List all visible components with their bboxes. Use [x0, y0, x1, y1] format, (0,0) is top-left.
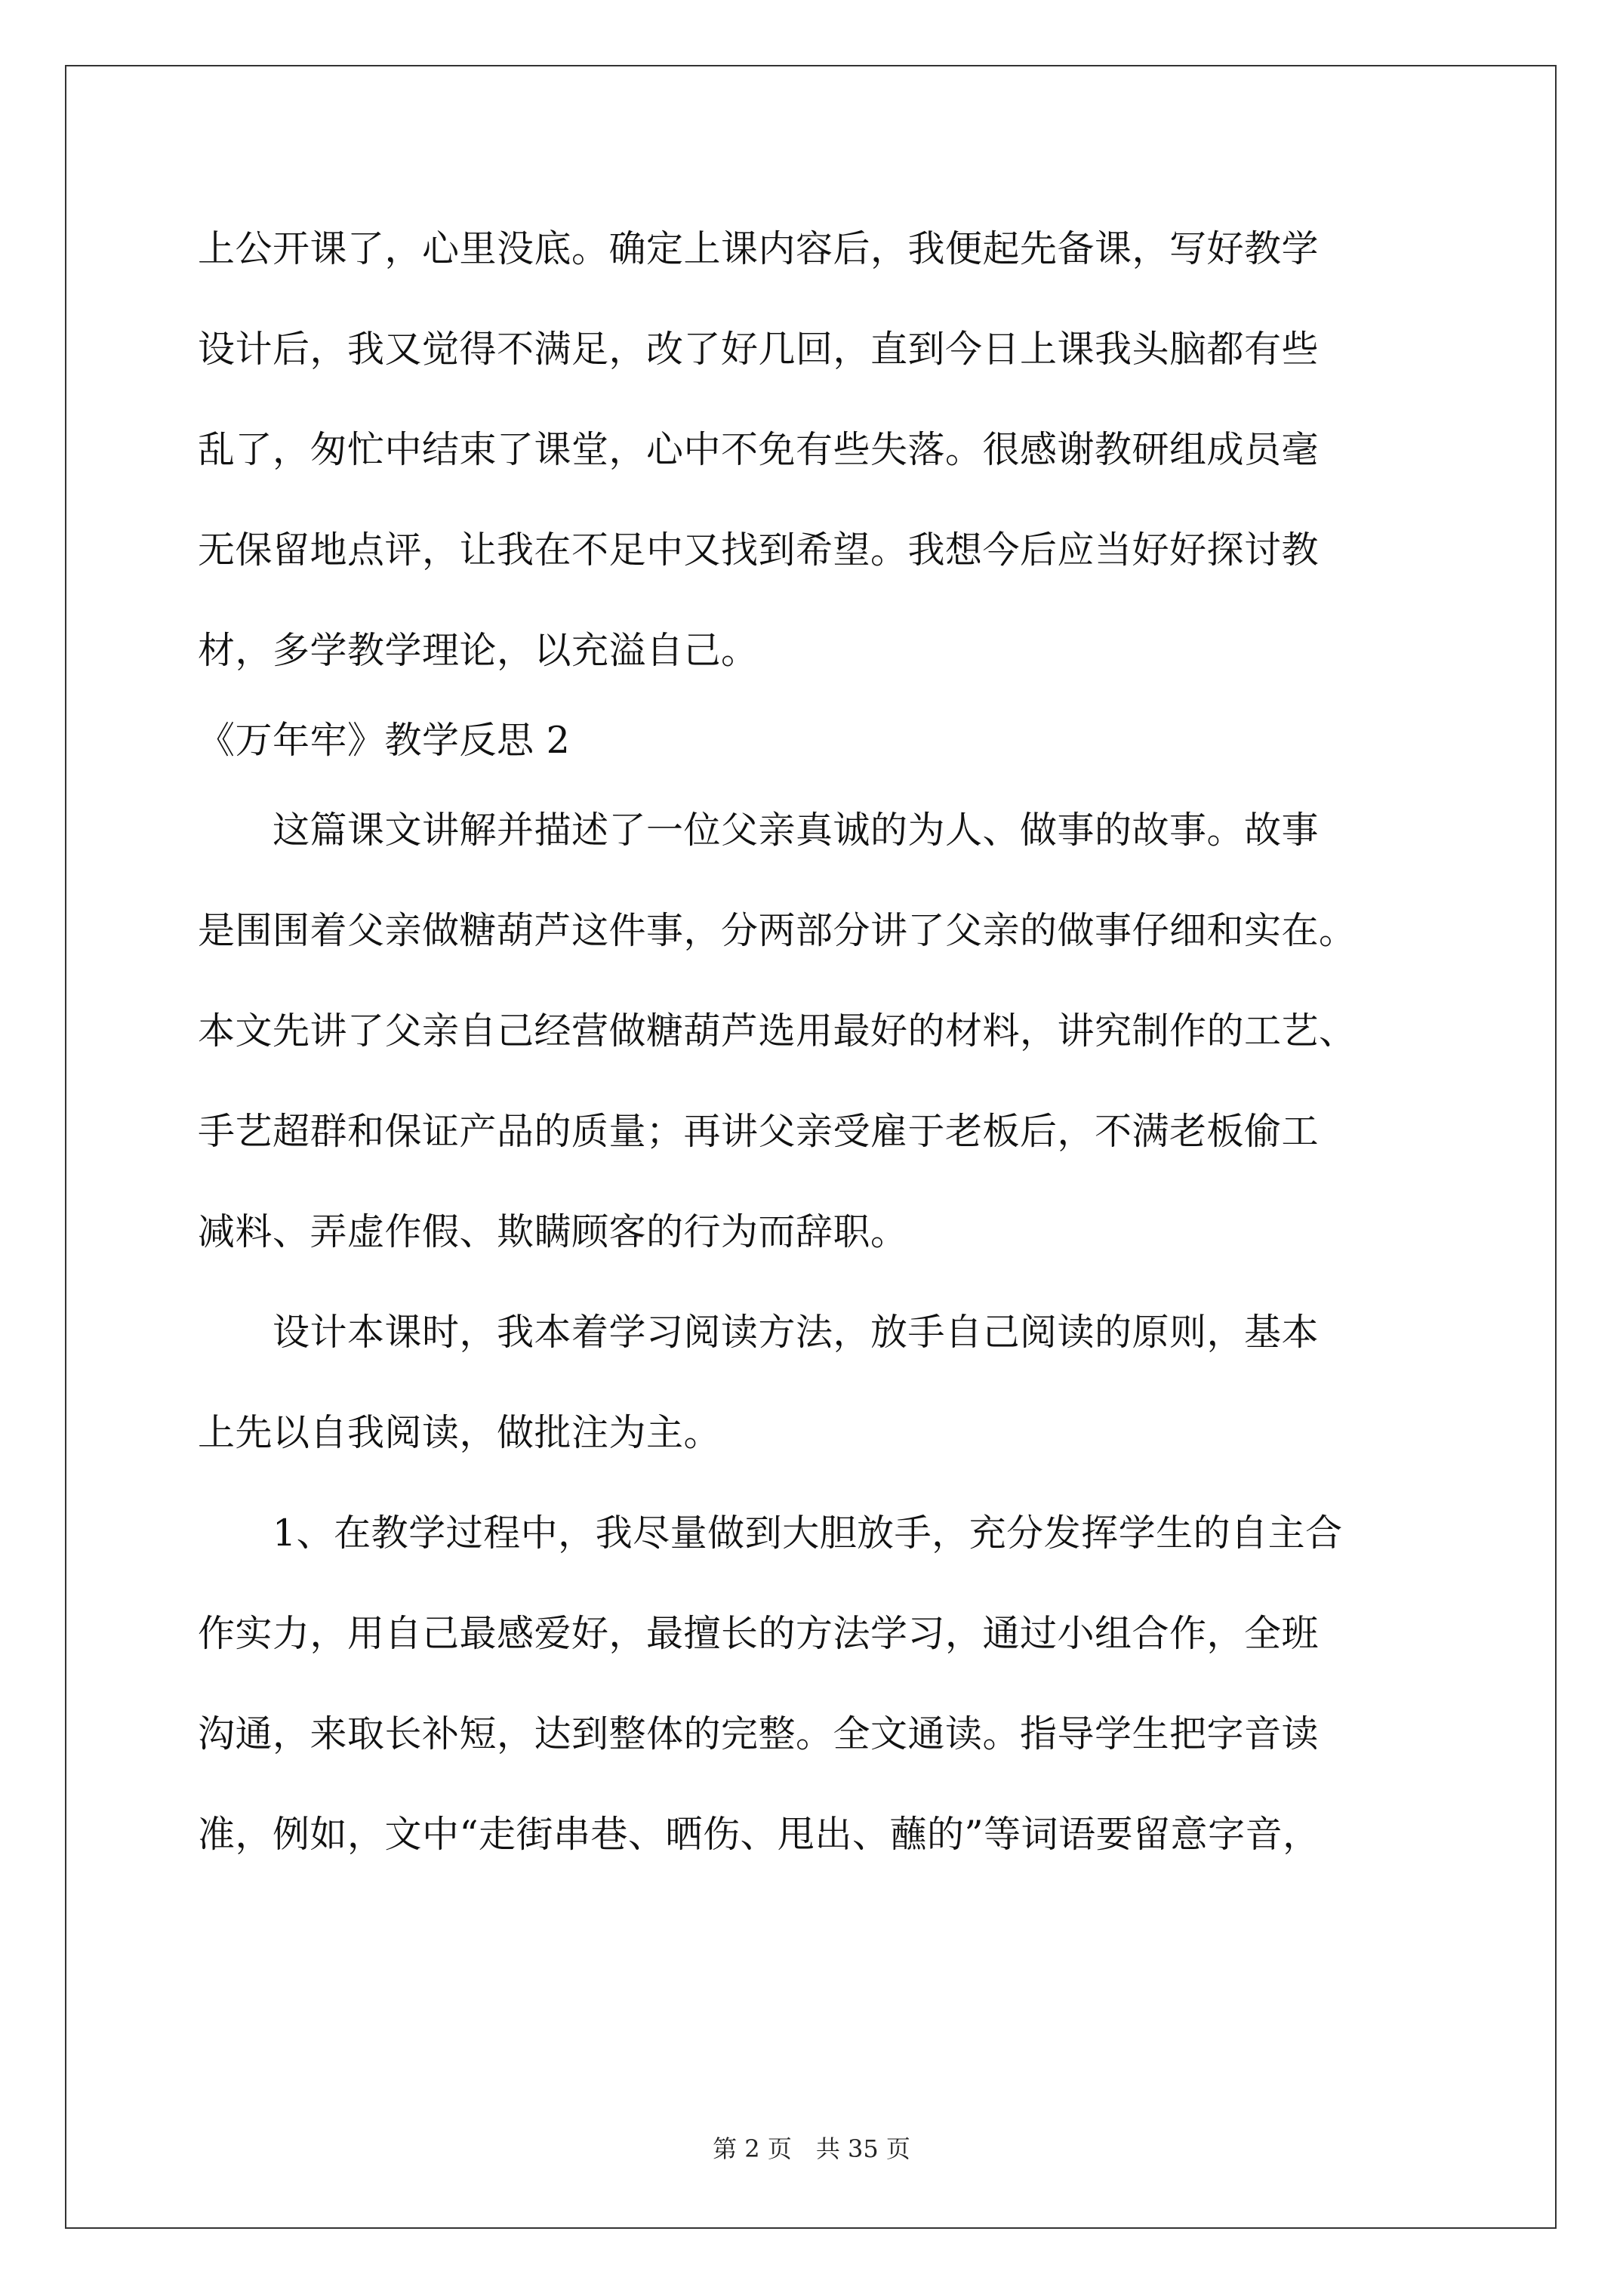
page-number: 第 2 页 共 35 页	[713, 2134, 910, 2163]
text-line: 设计本课时，我本着学习阅读方法，放手自己阅读的原则，基本	[198, 1311, 1320, 1354]
text-line: 减料、弄虚作假、欺瞒顾客的行为而辞职。	[198, 1210, 908, 1253]
text-line: 作实力，用自己最感爱好，最擅长的方法学习，通过小组合作，全班	[198, 1612, 1320, 1655]
text-line: 这篇课文讲解并描述了一位父亲真诚的为人、做事的故事。故事	[198, 809, 1320, 852]
text-line: 设计后，我又觉得不满足，改了好几回，直到今日上课我头脑都有些	[198, 328, 1320, 371]
text-line: 上先以自我阅读，做批注为主。	[198, 1411, 722, 1454]
text-line: 无保留地点评，让我在不足中又找到希望。我想今后应当好好探讨教	[198, 529, 1320, 572]
section-heading: 《万年牢》教学反思 2	[198, 719, 571, 762]
text-line: 材，多学教学理论，以充溢自己。	[198, 629, 759, 672]
text-line: 沟通，来取长补短，达到整体的完整。全文通读。指导学生把字音读	[198, 1712, 1320, 1755]
text-line: 上公开课了，心里没底。确定上课内容后，我便起先备课，写好教学	[198, 227, 1320, 270]
text-line: 本文先讲了父亲自己经营做糖葫芦选用最好的材料，讲究制作的工艺、	[198, 1009, 1357, 1052]
text-line: 1、在教学过程中，我尽量做到大胆放手，充分发挥学生的自主合	[198, 1512, 1343, 1555]
text-line: 手艺超群和保证产品的质量；再讲父亲受雇于老板后，不满老板偷工	[198, 1110, 1320, 1153]
text-line: 准，例如，文中“走街串巷、晒伤、甩出、蘸的”等词语要留意字音，	[198, 1813, 1320, 1856]
text-line: 乱了，匆忙中结束了课堂，心中不免有些失落。很感谢教研组成员毫	[198, 428, 1320, 471]
text-line: 是围围着父亲做糖葫芦这件事，分两部分讲了父亲的做事仔细和实在。	[198, 909, 1357, 952]
